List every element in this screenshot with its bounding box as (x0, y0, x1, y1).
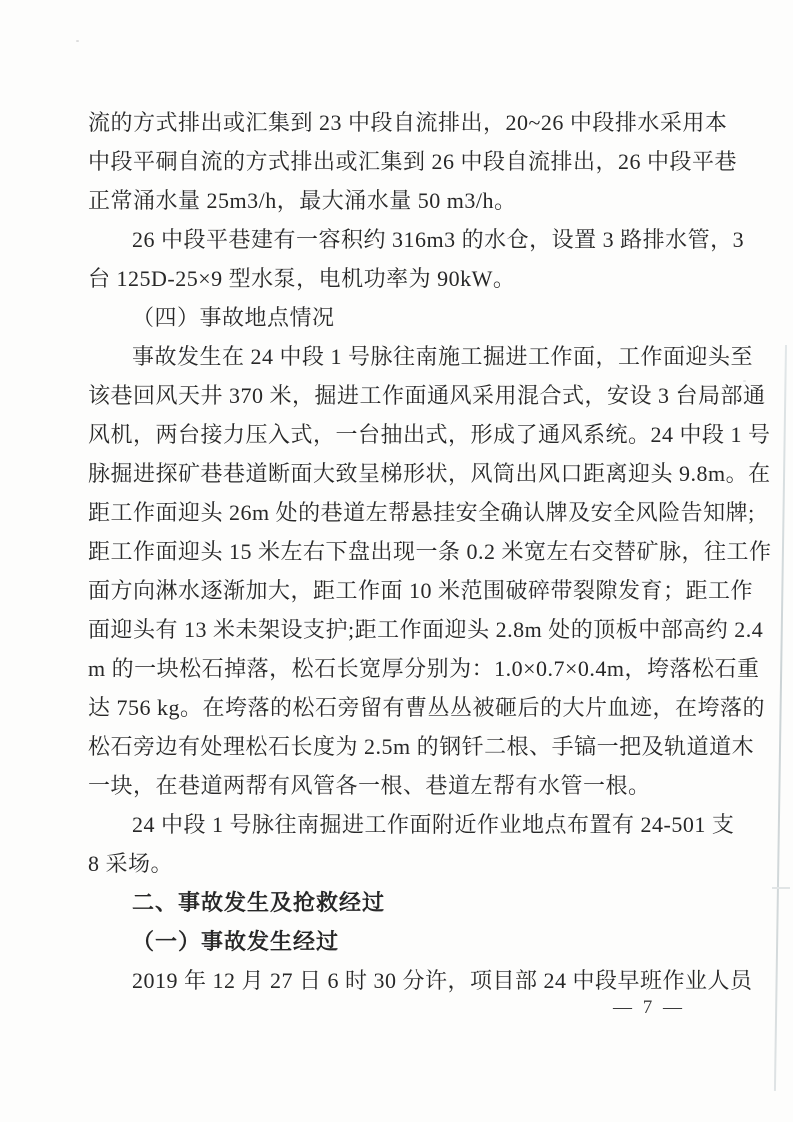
text-line: 面方向淋水逐渐加大，距工作面 10 米范围破碎带裂隙发育；距工作 (88, 578, 754, 603)
section-heading: （四）事故地点情况 (132, 305, 335, 330)
text-line: 一块，在巷道两帮有风管各一根、巷道左帮有水管一根。 (88, 773, 651, 798)
document-body (88, 103, 772, 1000)
text-line: 2019 年 12 月 27 日 6 时 30 分许，项目部 24 中段早班作业人员 (132, 968, 753, 993)
section-heading: （一）事故发生经过 (132, 929, 340, 954)
scan-speck (743, 380, 746, 382)
text-line: m 的一块松石掉落，松石长宽厚分别为：1.0×0.7×0.4m，垮落松石重 (88, 656, 760, 681)
text-line: 24 中段 1 号脉往南掘进工作面附近作业地点布置有 24-501 支 (132, 812, 735, 837)
text-line: 8 采场。 (88, 851, 174, 876)
text-line: 中段平硐自流的方式排出或汇集到 26 中段自流排出，26 中段平巷 (88, 149, 738, 174)
scan-speck (76, 40, 79, 42)
scan-artifact-tick (772, 887, 790, 889)
text-line: 流的方式排出或汇集到 23 中段自流排出，20~26 中段排水采用本 (88, 110, 728, 135)
section-heading: 二、事故发生及抢救经过 (132, 890, 386, 915)
text-line: 面迎头有 13 米未架设支护;距工作面迎头 2.8m 处的顶板中部高约 2.4 (88, 617, 764, 642)
text-line: 脉掘进探矿巷巷道断面大致呈梯形状，风筒出风口距离迎头 9.8m。在 (88, 461, 771, 486)
text-line: 26 中段平巷建有一容积约 316m3 的水仓，设置 3 路排水管，3 (132, 227, 745, 252)
text-line: 风机，两台接力压入式，一台抽出式，形成了通风系统。24 中段 1 号 (88, 422, 771, 447)
text-line: 该巷回风天井 370 米，掘进工作面通风采用混合式，安设 3 台局部通 (88, 383, 766, 408)
page-number: — 7 — (613, 997, 685, 1018)
text-line: 松石旁边有处理松石长度为 2.5m 的钢钎二根、手镐一把及轨道道木 (88, 734, 755, 759)
text-line: 达 756 kg。在垮落的松石旁留有曹丛丛被砸后的大片血迹，在垮落的 (88, 695, 766, 720)
text-line: 距工作面迎头 15 米左右下盘出现一条 0.2 米宽左右交替矿脉，往工作 (88, 539, 772, 564)
text-line: 事故发生在 24 中段 1 号脉往南施工掘进工作面，工作面迎头至 (132, 344, 754, 369)
text-line: 距工作面迎头 26m 处的巷道左帮悬挂安全确认牌及安全风险告知牌; (88, 500, 755, 525)
text-line: 台 125D-25×9 型水泵，电机功率为 90kW。 (88, 266, 516, 291)
text-line: 正常涌水量 25m3/h，最大涌水量 50 m3/h。 (88, 188, 517, 213)
scan-artifact-line (774, 345, 787, 1091)
